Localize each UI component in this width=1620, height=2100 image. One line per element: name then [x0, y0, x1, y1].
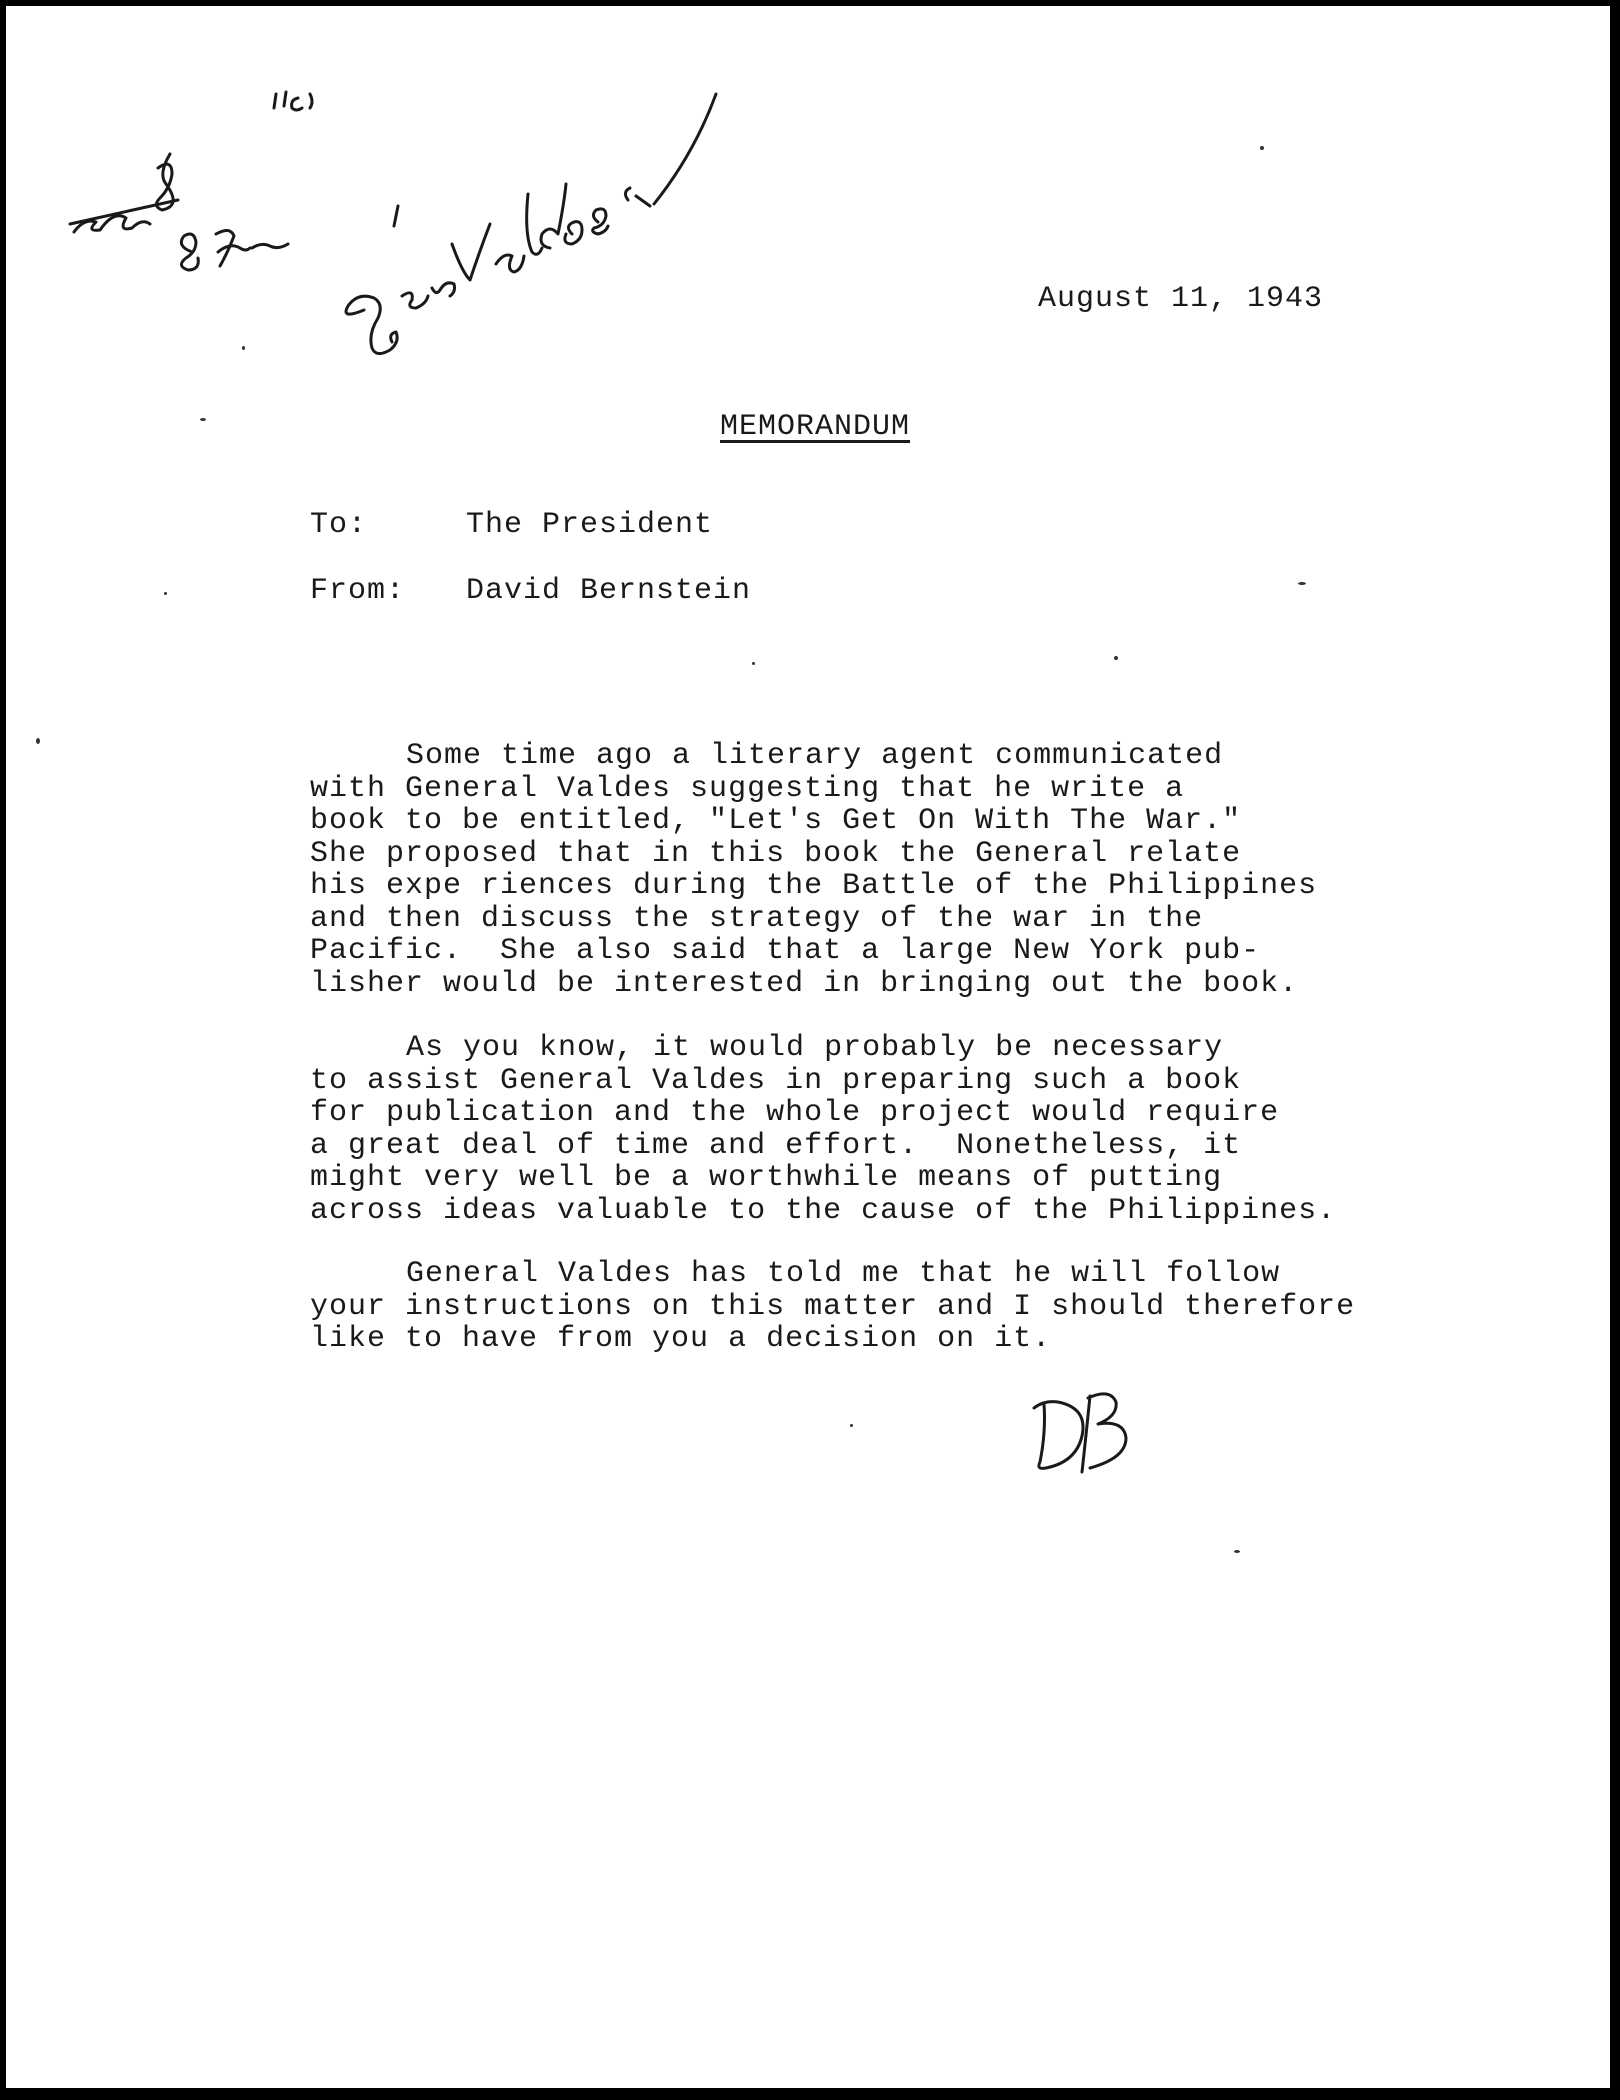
body-paragraph-2 — [310, 1032, 1430, 1227]
paragraph-line: across ideas valuable to the cause of the Philippines. — [310, 1193, 1337, 1228]
paragraph-line: lisher would be interested in bringing out the book. — [310, 966, 1299, 1001]
scan-speck — [1260, 146, 1264, 150]
paragraph-line: a great deal of time and effort. Nonetheless, it — [310, 1128, 1242, 1163]
paragraph-line: As you know, it would probably be necessary — [406, 1031, 1224, 1065]
paragraph-line: to assist General Valdes in preparing such a book — [310, 1063, 1242, 1098]
paragraph-line: book to be entitled, "Let's Get On With The War." — [310, 804, 1242, 838]
handwritten-margin-note — [336, 66, 796, 396]
paragraph-line: Some time ago a literary agent communicated — [406, 739, 1224, 773]
memo-date: August 11, 1943 — [1038, 282, 1324, 316]
from-sender: David Bernstein — [466, 574, 752, 608]
scan-speck — [36, 738, 40, 744]
scan-speck — [1298, 582, 1306, 585]
body-paragraph-3 — [310, 1258, 1430, 1356]
scan-speck — [752, 662, 755, 665]
paragraph-line: for publication and the whole project would require — [310, 1096, 1280, 1130]
paragraph-line: with General Valdes suggesting that he write a — [310, 771, 1185, 806]
paragraph-line: his expe riences during the Battle of the Philippines — [310, 869, 1318, 903]
paragraph-line: might very well be a worthwhile means of putting — [310, 1161, 1223, 1195]
paragraph-line: your instructions on this matter and I should therefore — [310, 1289, 1356, 1324]
scan-speck — [242, 346, 245, 350]
paragraph-line: like to have from you a decision on it. — [310, 1322, 1052, 1356]
from-label: From: — [310, 574, 406, 608]
to-label: To: — [310, 508, 368, 542]
scan-speck — [200, 418, 206, 421]
scan-speck — [164, 592, 167, 595]
memo-title: MEMORANDUM — [720, 410, 911, 444]
handwritten-initials — [1026, 1386, 1176, 1486]
paragraph-line: and then discuss the strategy of the war in the — [310, 901, 1204, 936]
scan-speck — [1114, 656, 1118, 660]
to-recipient: The President — [466, 508, 714, 542]
handwritten-top-left-note — [66, 46, 396, 306]
paragraph-line: Pacific. She also said that a large New York pub- — [310, 934, 1261, 968]
scan-speck — [1234, 1550, 1240, 1553]
paragraph-line: General Valdes has told me that he will follow — [406, 1257, 1281, 1291]
scan-speck — [850, 1424, 853, 1427]
memo-page — [6, 6, 1610, 2088]
paragraph-line: She proposed that in this book the General relate — [310, 836, 1242, 871]
body-paragraph-1 — [310, 740, 1430, 1000]
